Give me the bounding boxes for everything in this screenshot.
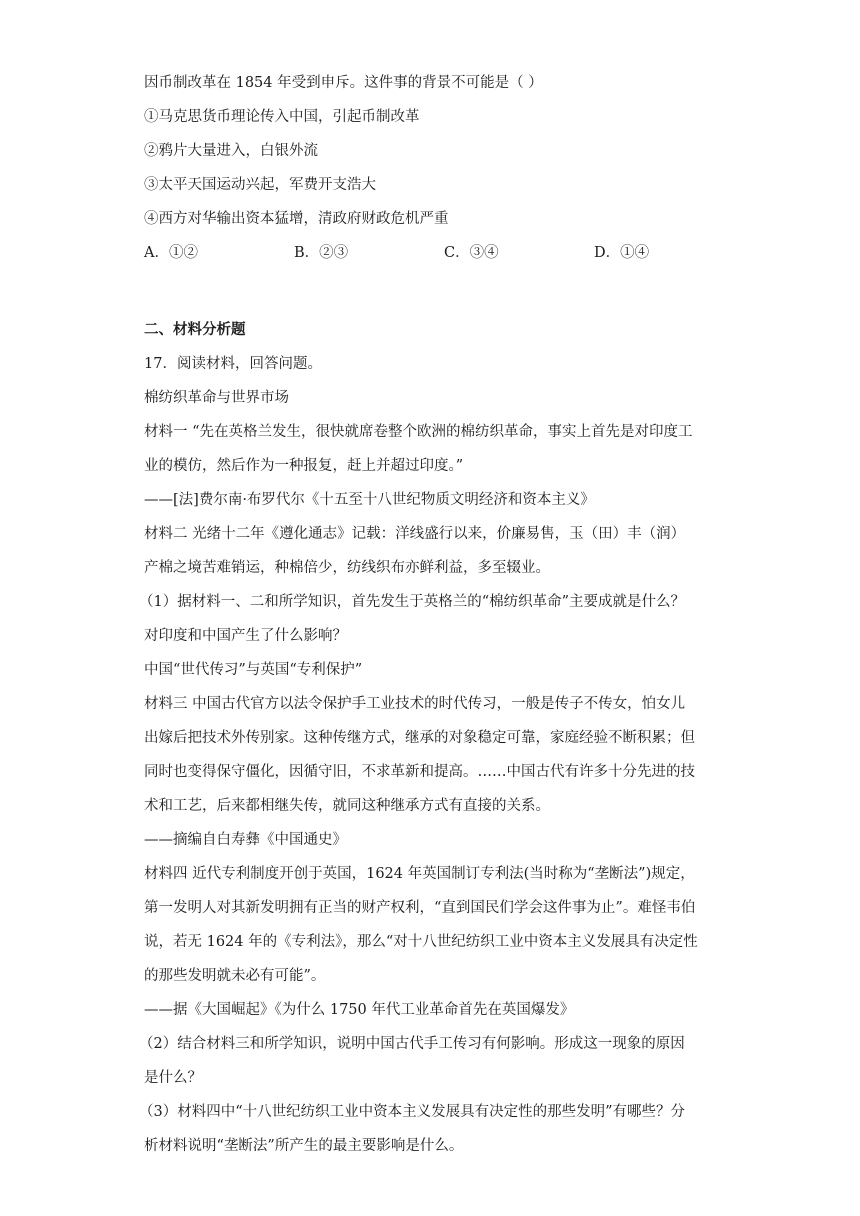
sub-question-2-line-1: （2）结合材料三和所学知识，说明中国古代手工传习有何影响。形成这一现象的原因 — [139, 1036, 685, 1052]
question-16-item-1: ①马克思货币理论传入中国，引起币制改革 — [144, 109, 420, 125]
material-3-line-3: 同时也变得保守僵化，因循守旧，不求革新和提高。……中国古代有许多十分先进的技 — [144, 764, 695, 780]
material-3-line-4: 术和工艺，后来都相继失传，就同这种继承方式有直接的关系。 — [144, 798, 550, 814]
theme-heading-2: 中国“世代传习”与英国“专利保护” — [144, 662, 363, 678]
material-4-line-1: 材料四 近代专利制度开创于英国，1624 年英国制订专利法(当时称为“垄断法”)规定， — [144, 866, 695, 882]
material-3-line-1: 材料三 中国古代官方以法令保护手工业技术的时代传习，一般是传子不传女，怕女儿 — [144, 696, 686, 712]
question-16-item-3: ③太平天国运动兴起，军费开支浩大 — [144, 177, 376, 193]
sub-question-3-line-1: （3）材料四中“十八世纪纺织工业中资本主义发展具有决定性的那些发明”有哪些？分 — [139, 1104, 686, 1120]
material-1-line-2: 业的模仿，然后作为一种报复，赶上并超过印度。” — [144, 458, 464, 474]
option-a: A．①② — [144, 245, 198, 261]
sub-question-1-line-2: 对印度和中国产生了什么影响？ — [144, 628, 347, 644]
question-16-stem: 因币制改革在 1854 年受到申斥。这件事的背景不可能是（ ） — [144, 75, 543, 91]
material-4-line-2: 第一发明人对其新发明拥有正当的财产权利，“直到国民们学会这件事为止”。难怪韦伯 — [144, 900, 696, 916]
sub-question-1-line-1: （1）据材料一、二和所学知识，首先发生于英格兰的“棉纺织革命”主要成就是什么？ — [139, 594, 686, 610]
question-16-item-4: ④西方对华输出资本猛增，清政府财政危机严重 — [144, 211, 449, 227]
sub-question-3-line-2: 析材料说明“垄断法”所产生的最主要影响是什么。 — [144, 1138, 464, 1154]
option-c: C．③④ — [444, 245, 499, 261]
material-1-line-1: 材料一 “先在英格兰发生，很快就席卷整个欧洲的棉纺织革命，事实上首先是对印度工 — [144, 424, 693, 440]
material-4-line-4: 的那些发明就未必有可能”。 — [144, 968, 326, 984]
section-title: 二、材料分析题 — [144, 321, 246, 338]
question-17-intro: 17．阅读材料，回答问题。 — [144, 356, 322, 372]
material-4-line-3: 说，若无 1624 年的《专利法》，那么“对十八世纪纺织工业中资本主义发展具有决定性 — [144, 934, 698, 950]
material-4-source: ——据《大国崛起》《为什么 1750 年代工业革命首先在英国爆发》 — [144, 1002, 575, 1018]
material-3-source: ——摘编自白寿彝《中国通史》 — [144, 832, 347, 848]
material-2-line-1: 材料二 光绪十二年《遵化通志》记载：洋线盛行以来，价廉易售，玉（田）丰（润） — [144, 526, 686, 542]
material-1-source: ——[法]费尔南·布罗代尔《十五至十八世纪物质文明经济和资本主义》 — [144, 492, 595, 508]
material-3-line-2: 出嫁后把技术外传别家。这种传继方式，继承的对象稳定可靠，家庭经验不断积累；但 — [144, 730, 695, 746]
question-16-item-2: ②鸦片大量进入，白银外流 — [144, 143, 318, 159]
option-d: D．①④ — [594, 245, 650, 261]
material-2-line-2: 产棉之境苦难销运，种棉倍少，纺线织布亦鲜利益，多至辍业。 — [144, 560, 550, 576]
option-b: B．②③ — [294, 245, 349, 261]
sub-question-2-line-2: 是什么？ — [144, 1070, 202, 1086]
theme-heading-1: 棉纺织革命与世界市场 — [144, 390, 289, 406]
